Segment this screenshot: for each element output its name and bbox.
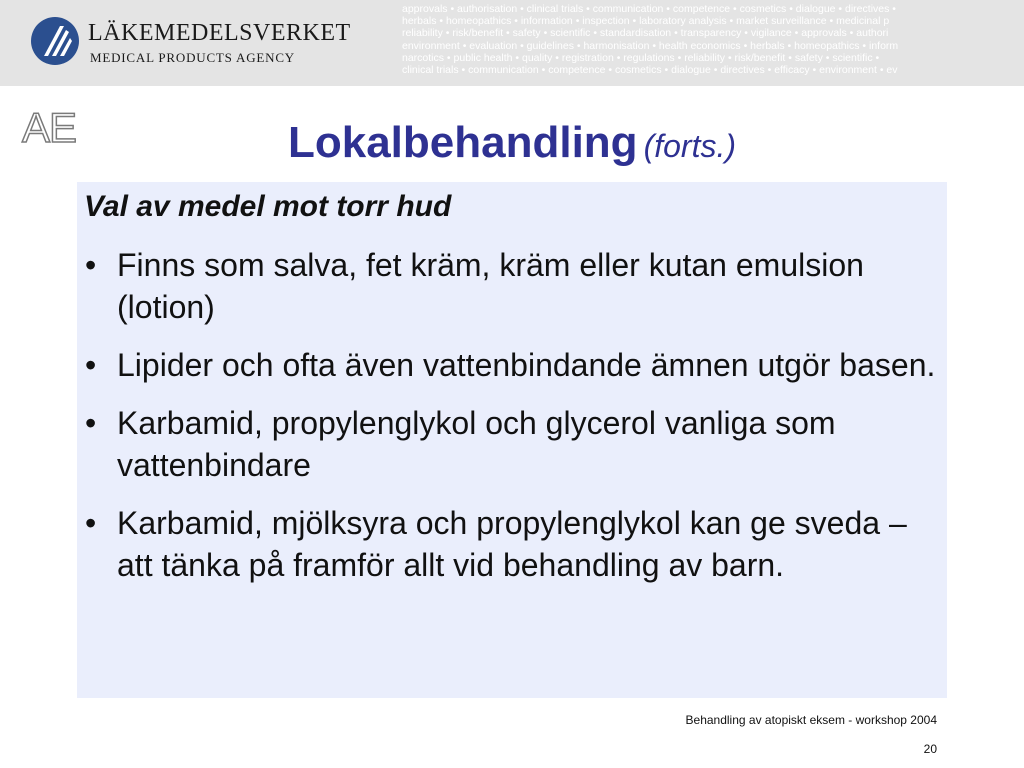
slide-title-main: Lokalbehandling <box>287 118 638 167</box>
bullet-text: Karbamid, propylenglykol och glycerol vanliga som vattenbindare <box>117 405 836 483</box>
keyword-line: narcotics • public health • quality • registration • regulations • reliability • risk/benefit • safety • scientific • <box>402 51 880 64</box>
agency-logo-icon <box>30 16 80 66</box>
agency-logo <box>30 12 360 72</box>
footer-text: Behandling av atopiskt eksem - workshop 2004 <box>685 713 937 727</box>
list-item <box>77 244 937 328</box>
content-heading: Val av medel mot torr hud <box>84 190 452 223</box>
bullet-marker: • <box>85 505 97 541</box>
list-item <box>77 402 937 486</box>
bullet-marker: • <box>85 347 97 383</box>
bullet-text: Finns som salva, fet kräm, kräm eller kutan emulsion (lotion) <box>117 247 864 325</box>
bullet-marker: • <box>85 247 97 283</box>
list-item <box>77 344 937 386</box>
keyword-line: reliability • risk/benefit • safety • scientific • standardisation • transparency • vigilance • approvals • authori <box>402 27 889 40</box>
content-box <box>77 182 947 698</box>
keyword-line: herbals • homeopathics • information • inspection • laboratory analysis • market surveillance • medicinal p <box>402 15 890 28</box>
bullet-text: Karbamid, mjölksyra och propylenglykol kan ge sveda – att tänka på framför allt vid behandling av barn. <box>117 505 907 583</box>
bullet-text: Lipider och ofta även vattenbindande ämnen utgör basen. <box>117 347 936 383</box>
page-number: 20 <box>923 742 937 756</box>
keyword-line: clinical trials • communication • competence • cosmetics • dialogue • directives • efficacy • environment • ev <box>402 64 898 77</box>
list-item <box>77 502 937 586</box>
bullet-marker: • <box>85 405 97 441</box>
corner-mark: AE <box>22 104 77 151</box>
keyword-line: approvals • authorisation • clinical trials • communication • competence • cosmetics • dialogue • directives • <box>402 3 896 15</box>
bullet-list <box>77 244 937 602</box>
slide-title <box>0 118 1024 168</box>
keyword-cloud <box>402 3 1024 83</box>
agency-subtitle: MEDICAL PRODUCTS AGENCY <box>90 50 295 65</box>
keyword-line: environment • evaluation • guidelines • harmonisation • health economics • herbals • homeopathics • inform <box>402 39 899 52</box>
agency-name: LÄKEMEDELSVERKET <box>88 20 351 46</box>
slide-title-suffix: (forts.) <box>643 128 736 164</box>
header-band <box>0 0 1024 86</box>
